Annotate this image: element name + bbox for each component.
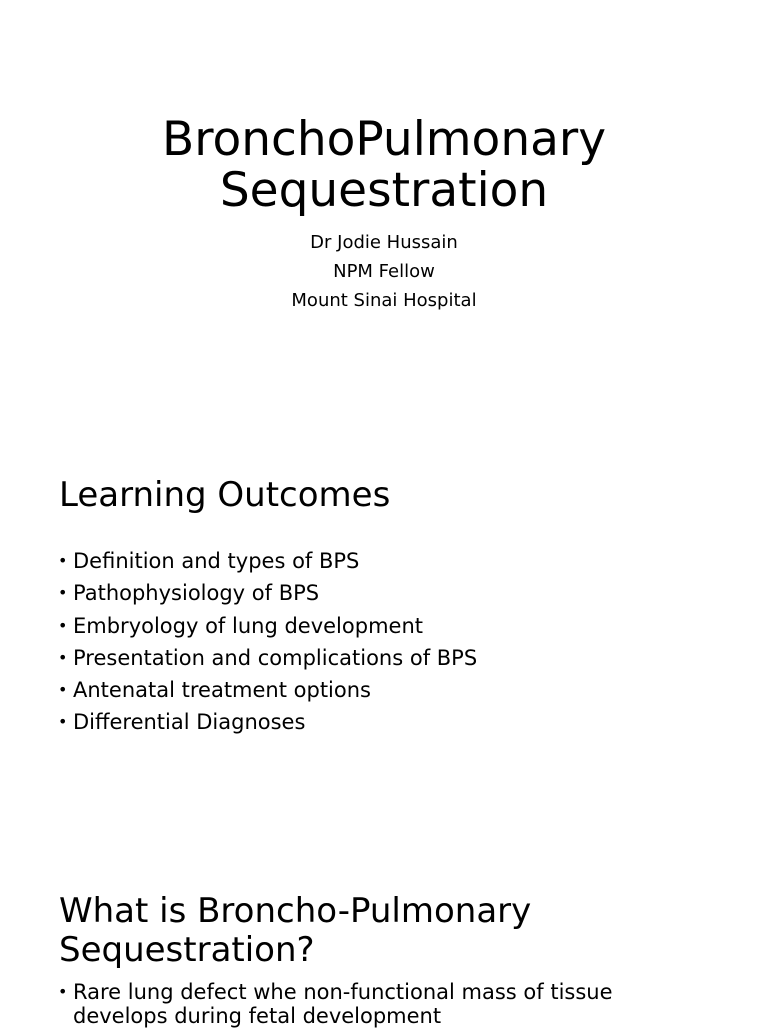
heading-line-1: What is Broncho-Pulmonary [59,891,532,931]
list-item-text: Definition and types of BPS [73,549,360,573]
bullet-icon: • [58,712,68,732]
presentation-title [0,114,768,216]
bullet-icon: • [58,583,68,603]
presenter-role: NPM Fellow [333,261,435,282]
bullet-icon: • [58,982,68,1001]
presenter-info [0,228,768,315]
list-item-text: Embryology of lung development [73,613,423,638]
list-item [58,674,477,706]
list-item [58,545,477,577]
bullet-list [58,545,477,739]
list-item-text: Rare lung defect whe non-functional mass of tissue develops during fetal development [73,980,613,1028]
bullet-icon: • [58,615,68,635]
bullet-icon: • [58,551,68,570]
title-slide [0,0,768,390]
list-item [58,610,477,642]
bullet-icon: • [58,680,68,700]
title-line-1: BronchoPulmonary [161,112,607,167]
list-item [58,706,477,738]
bullet-icon: • [58,647,68,667]
list-item-text: Presentation and complications of BPS [73,645,478,670]
slide-heading [59,892,659,970]
bullet-list [58,980,678,1028]
slide-heading: Learning Outcomes [59,475,391,515]
title-line-2: Sequestration [219,163,549,218]
list-item [58,980,678,1028]
definition-slide [0,860,768,1028]
learning-outcomes-slide [0,432,768,832]
list-item-text: Antenatal treatment options [73,678,371,703]
presenter-name: Dr Jodie Hussain [310,232,458,253]
list-item [58,577,477,609]
heading-line-2: Sequestration? [59,930,315,970]
list-item-text: Differential Diagnoses [73,710,306,735]
list-item-text: Pathophysiology of BPS [73,581,320,606]
presenter-institution: Mount Sinai Hospital [291,290,477,311]
list-item [58,642,477,674]
